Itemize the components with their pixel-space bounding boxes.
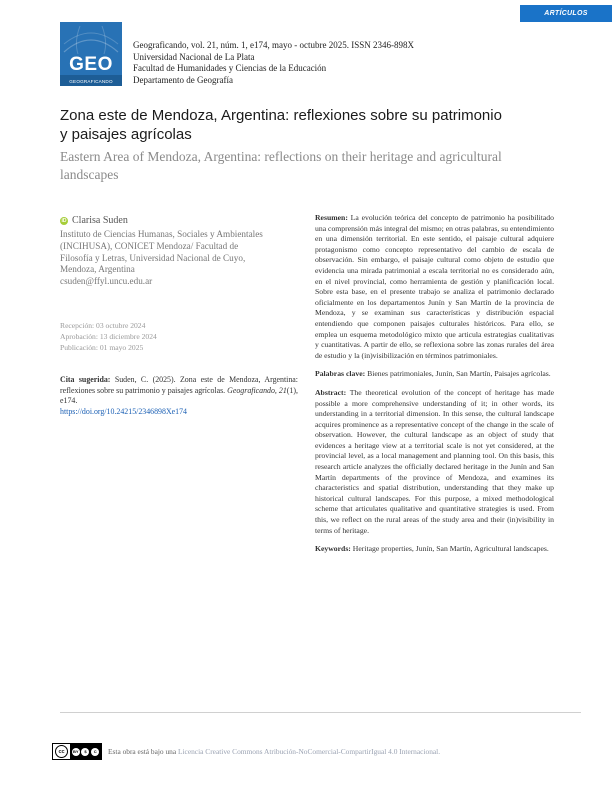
- abstract-paragraph: [315, 388, 554, 536]
- article-title-line-2: y paisajes agrícolas: [60, 125, 192, 143]
- palabras-clave-text: Bienes patrimoniales, Junín, San Martín, Paisajes agrícolas.: [365, 369, 551, 379]
- suggested-citation: [60, 375, 298, 417]
- orcid-icon[interactable]: iD: [61, 217, 67, 224]
- journal-faculty: Facultad de Humanidades y Ciencias de la Educación: [133, 63, 327, 74]
- logo-caption: GEOGRAFICANDO: [69, 79, 113, 84]
- article-title-english: [60, 148, 560, 183]
- resumen-text: La evolución teórica del concepto de patrimonio ha posibilitado una comprensión más integral del mismo; en otras palabras, su entendimiento en una dimensión territorial. En este sentido, el paisaje cultural adquiere protagonismo como concepto representativo del cambio de escala de observación. Sin embargo, el paisaje cultural como objeto de estudio que evidencia una mirada patrimonial a escala territorial no es considerado aún, en el nivel provincial, como herramienta de gestión y planificación local. Sobre esta base, en el presente trabajo se analiza el patrimonio declarado oficialmente en los departamentos Junín y San Martín de la provincia de Mendoza, y se examinan sus características y distribución espacial entendiendo que componen paisajes culturales históricos. Para ello, se emplea un esquema metodológico mixto que articula estrategias cualitativas y cuantitativas. A partir de ello, se reflexiona sobre las zonas rurales del área de estudio y la (in)visibilización en términos patrimoniales.: [315, 213, 554, 360]
- abstract-label: Abstract:: [315, 387, 347, 397]
- affiliation-line: Mendoza, Argentina: [60, 264, 135, 275]
- resumen-paragraph: [315, 213, 554, 361]
- journal-university: Universidad Nacional de La Plata: [133, 51, 255, 62]
- cc-icon: cc: [55, 745, 68, 758]
- license-statement: [108, 747, 440, 756]
- article-title-line-1: Zona este de Mendoza, Argentina: reflexiones sobre su patrimonio: [60, 107, 502, 124]
- keywords-paragraph: [315, 544, 554, 555]
- affiliation-line: Instituto de Ciencias Humanas, Sociales y Ambientales: [60, 229, 263, 239]
- cc-conditions-strip: [70, 744, 101, 759]
- publication-dates: [60, 321, 157, 353]
- license-link[interactable]: Licencia Creative Commons Atribución-NoComercial-CompartirIgual 4.0 Internacional.: [177, 747, 441, 756]
- footer-divider: [60, 712, 581, 713]
- journal-info: [133, 40, 414, 86]
- journal-logo: [60, 22, 122, 86]
- cc-by-icon: BY: [73, 749, 79, 754]
- date-approved: Aprobación: 13 diciembre 2024: [60, 331, 157, 341]
- palabras-clave-paragraph: [315, 369, 554, 380]
- cc-sa-icon: C: [91, 748, 99, 756]
- affiliation-line: (INCIHUSA), CONICET Mendoza/ Facultad de: [60, 240, 239, 251]
- citation-journal: Geograficando, 21: [227, 385, 287, 395]
- article-title-english-line-2: landscapes: [60, 166, 119, 182]
- abstract-text: The theoretical evolution of the concept of heritage has made possible a more comprehensive understanding of it; in other words, its understanding in a territorial dimension. In this sense, the cultural landscape acquires prominence as a representative concept of the change in the scale of observation. However, the cultural landscape as an object of study that evidences a heritage view at a territorial scale is not yet considered, at the provincial level, as a local management and planning tool. On this basis, this research article analyzes the officially declared heritage in the Junín and San Martín departments of the province of Mendoza, and examines its characteristics and spatial distribution, understanding that they make up historical cultural landscapes. For this purpose, a mixed methodological scheme that articulates qualitative and quantitative strategies is used. From this, we reflect on the rural areas of the study area and their (in)visibility in terms of heritage.: [315, 387, 554, 535]
- date-published: Publicación: 01 mayo 2025: [60, 342, 144, 352]
- affiliation-line: Filosofía y Letras, Universidad Nacional de Cuyo,: [60, 252, 246, 263]
- journal-citation-line: Geograficando, vol. 21, núm. 1, e174, mayo - octubre 2025. ISSN 2346-898X: [133, 40, 414, 50]
- article-title-english-line-1: Eastern Area of Mendoza, Argentina: reflections on their heritage and agricultural: [60, 149, 502, 164]
- author-email[interactable]: csuden@ffyl.uncu.edu.ar: [60, 276, 153, 287]
- article-title: [60, 107, 560, 144]
- abstract-column: [315, 213, 554, 563]
- license-prefix: Esta obra está bajo una: [108, 747, 178, 756]
- citation-issue: (1), e174.: [60, 385, 298, 405]
- logo-word: GEO: [69, 54, 113, 75]
- journal-department: Departamento de Geografía: [133, 74, 233, 85]
- palabras-clave-label: Palabras clave:: [315, 369, 366, 379]
- section-tag: ARTÍCULOS: [520, 5, 612, 22]
- author-line: [60, 214, 298, 227]
- citation-label: Cita sugerida:: [60, 375, 111, 384]
- date-received: Recepción: 03 octubre 2024: [60, 321, 146, 330]
- cc-nc-icon: $: [81, 748, 89, 756]
- citation-doi-link[interactable]: https://doi.org/10.24215/2346898Xe174: [60, 406, 187, 416]
- keywords-text: Heritage properties, Junín, San Martín, Agricultural landscapes.: [350, 544, 549, 554]
- author-block: [60, 214, 298, 288]
- creative-commons-badge[interactable]: [52, 743, 102, 760]
- author-name: Clarisa Suden: [72, 215, 128, 226]
- keywords-label: Keywords:: [315, 544, 351, 554]
- author-affiliation: [60, 229, 298, 276]
- resumen-label: Resumen:: [315, 213, 348, 222]
- citation-text: Suden, C. (2025). Zona este de Mendoza, Argentina: reflexiones sobre su patrimonio y paisajes agrícolas.: [60, 375, 299, 395]
